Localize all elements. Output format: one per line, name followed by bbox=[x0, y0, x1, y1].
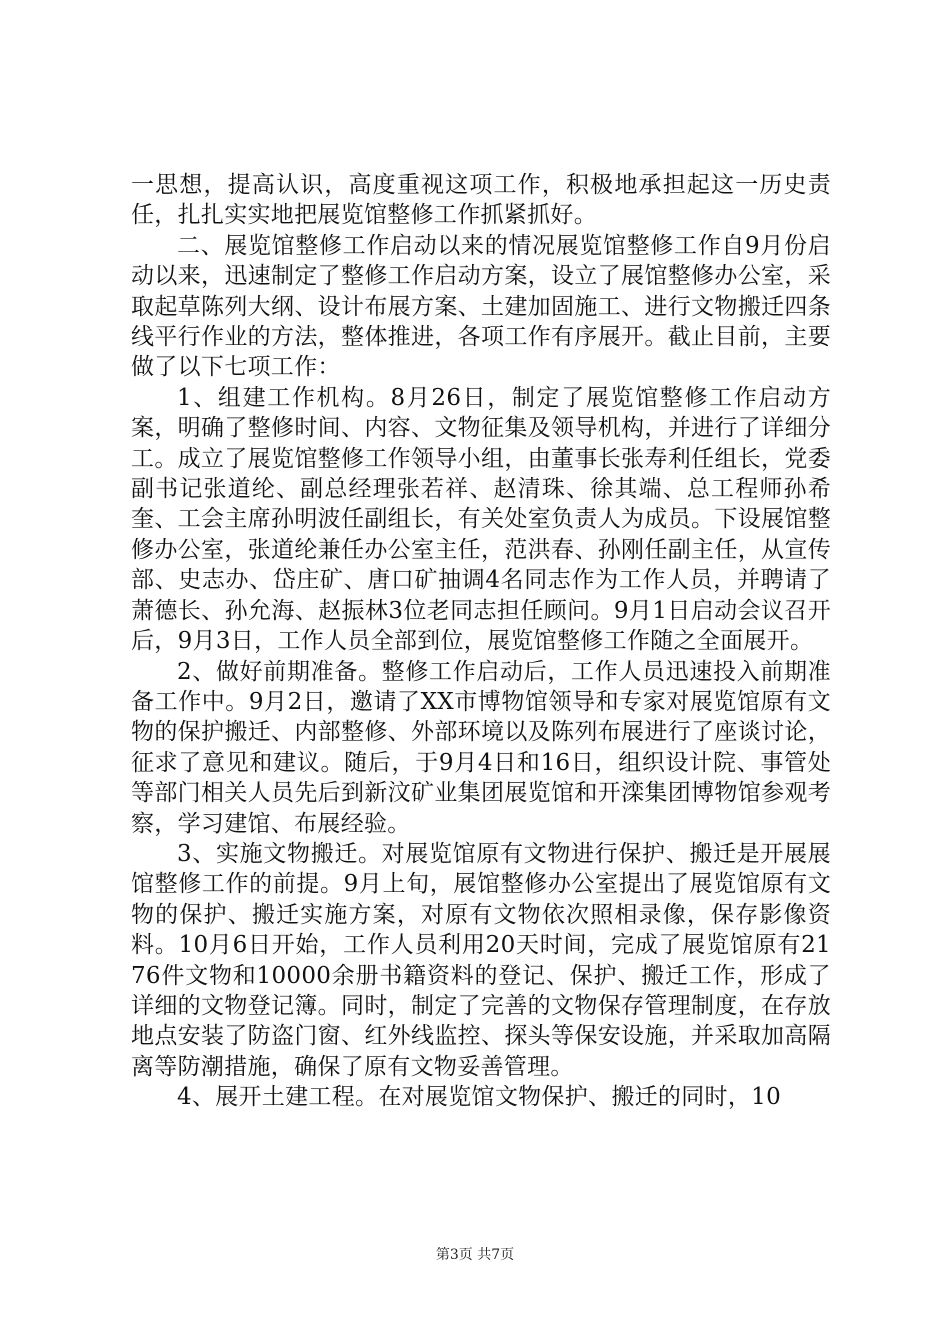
paragraph-continuation: 一思想，提高认识，高度重视这项工作，积极地承担起这一历史责任，扎扎实实地把展览馆整修工作抓紧抓好。 bbox=[131, 172, 831, 229]
paragraph-item-2: 2、做好前期准备。整修工作启动后，工作人员迅速投入前期准备工作中。9月2日，邀请了XX市博物馆领导和专家对展览馆原有文物的保护搬迁、内部整修、外部环境以及陈列布展进行了座谈讨论，征求了意见和建议。随后，于9月4日和16日，组织设计院、事管处等部门相关人员先后到新汶矿业集团展览馆和开滦集团博物馆参观考察，学习建馆、布展经验。 bbox=[131, 658, 831, 837]
paragraph-item-3: 3、实施文物搬迁。对展览馆原有文物进行保护、搬迁是开展展馆整修工作的前提。9月上旬，展馆整修办公室提出了展览馆原有文物的保护、搬迁实施方案，对原有文物依次照相录像，保存影像资料。10月6日开始，工作人员利用20天时间，完成了展览馆原有2176件文物和10000余册书籍资料的登记、保护、搬迁工作，形成了详细的文物登记簿。同时，制定了完善的文物保存管理制度，在存放地点安装了防盗门窗、红外线监控、探头等保安设施，并采取加高隔离等防潮措施，确保了原有文物妥善管理。 bbox=[131, 840, 831, 1080]
paragraph-section-two: 二、展览馆整修工作启动以来的情况展览馆整修工作自9月份启动以来，迅速制定了整修工作启动方案，设立了展馆整修办公室，采取起草陈列大纲、设计布展方案、土建加固施工、进行文物搬迁四条线平行作业的方法，整体推进，各项工作有序展开。截止目前，主要做了以下七项工作： bbox=[131, 232, 831, 381]
document-body bbox=[131, 170, 831, 1113]
paragraph-item-1: 1、组建工作机构。8月26日，制定了展览馆整修工作启动方案，明确了整修时间、内容、文物征集及领导机构，并进行了详细分工。成立了展览馆整修工作领导小组，由董事长张寿利任组长，党委副书记张道纶、副总经理张若祥、赵清珠、徐其端、总工程师孙希奎、工会主席孙明波任副组长，有关处室负责人为成员。下设展馆整修办公室，张道纶兼任办公室主任，范洪春、孙刚任副主任，从宣传部、史志办、岱庄矿、唐口矿抽调4名同志作为工作人员，并聘请了萧德长、孙允海、赵振林3位老同志担任顾问。9月1日启动会议召开后，9月3日，工作人员全部到位，展览馆整修工作随之全面展开。 bbox=[131, 384, 831, 655]
page-footer: 第3页 共7页 bbox=[435, 1247, 515, 1263]
paragraph-item-4: 4、展开土建工程。在对展览馆文物保护、搬迁的同时，10 bbox=[177, 1084, 781, 1111]
